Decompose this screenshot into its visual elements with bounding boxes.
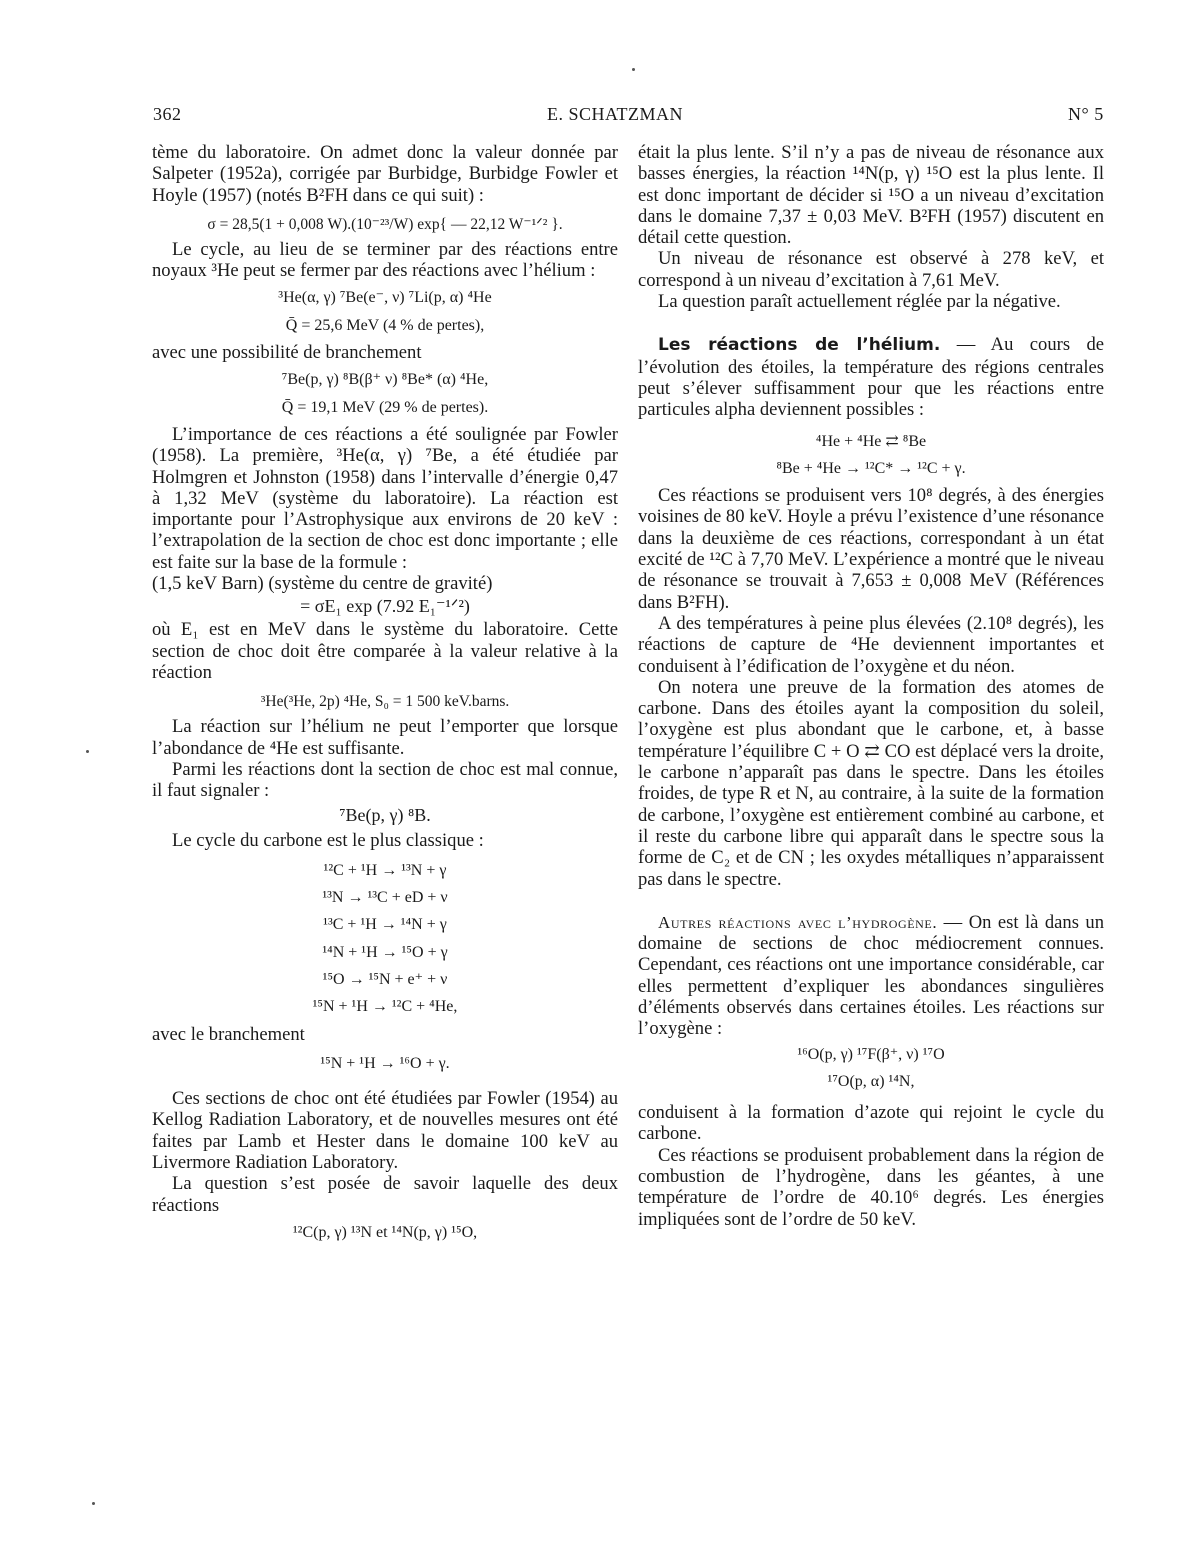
equation: Q̄ = 19,1 MeV (29 % de pertes). [281, 398, 489, 416]
paragraph: Parmi les réactions dont la section de choc est mal connue, il faut signaler : [152, 758, 618, 802]
section-gap [638, 312, 1104, 334]
cno-step: ¹³N → ¹³C + eD + ν [322, 889, 448, 907]
paragraph: Ces réactions se produisent vers 10⁸ degrés, à des énergies voisines de 80 keV. Hoyle a prévu l’existence d’une résonance dans la deuxième de ces réactions, correspondant à un état excité de ¹²C à 7,70 MeV. L’expérience a montré que le niveau de résonance se trouvait à 7,653 ± 0,008 MeV (Références dans B²FH). [638, 485, 1104, 613]
paragraph: Le cycle, au lieu de se terminer par des réactions entre noyaux ³He peut se fermer par des réactions avec l’hélium : [152, 238, 618, 282]
left-column [152, 142, 618, 1247]
equation: ¹⁵N + ¹H → ¹⁶O + γ. [320, 1054, 450, 1072]
right-column [638, 142, 1104, 1230]
page-number: 362 [153, 104, 182, 124]
paragraph: avec une possibilité de branchement [152, 342, 422, 364]
equation: ⁷Be(p, γ) ⁸B. [339, 805, 431, 826]
paragraph: On notera une preuve de la formation des atomes de carbone. Dans des étoiles ayant la composition du soleil, l’oxygène est plus abondant que le carbone, et, à basse température l’équilibre C + O ⇄ CO est déplacé vers la droite, le carbone n’apparaît pas dans le spectre. Dans les étoiles froides, de type R et N, au contraire, à la suite de la formation de carbone, l’oxygène est entièrement combiné au carbone, et il reste du carbone libre qui apparaît dans le spectre sous la forme de C₂ et de CN ; les oxydes métalliques n’apparaissent pas dans le spectre. [638, 676, 1104, 890]
equation: ¹⁶O(p, γ) ¹⁷F(β⁺, ν) ¹⁷O [797, 1045, 945, 1063]
equation: Q̄ = 25,6 MeV (4 % de pertes), [285, 316, 485, 334]
paragraph: La question s’est posée de savoir laquelle des deux réactions [152, 1173, 618, 1216]
cno-step: ¹³C + ¹H → ¹⁴N + γ [323, 916, 447, 934]
paragraph [638, 334, 1104, 420]
paragraph: Ces sections de choc ont été étudiées par Fowler (1954) au Kellog Radiation Laboratory, et de nouvelles mesures ont été faites par Lamb et Hester dans le domaine 100 keV au Livermore Radiation Laboratory. [152, 1088, 618, 1173]
paragraph: L’importance de ces réactions a été soulignée par Fowler (1958). La première, ³He(α, γ) ⁷Be, a été étudiée par Holmgren et Johnston (1958) dans l’intervalle d’énergie 0,47 à 1,32 MeV (système du laboratoire). La réaction est importante pour l’Astrophysique aux environs de 20 keV : l’extrapolation de la section de choc est donc importante ; elle est faite sur la base de la formule : [152, 423, 618, 573]
equation-block [152, 287, 618, 336]
equation: = σE₁ exp (7.92 E₁⁻¹ᐟ²) [300, 596, 470, 617]
equation: ³He(α, γ) ⁷Be(e⁻, ν) ⁷Li(p, α) ⁴He [278, 289, 492, 307]
equation: σ = 28,5(1 + 0,008 W).(10⁻²³/W) exp{ — 22,12 W⁻¹ᐟ² }. [207, 215, 563, 233]
paragraph: avec le branchement [152, 1023, 305, 1045]
equation: ⁷Be(p, γ) ⁸B(β⁺ ν) ⁸Be* (α) ⁴He, [281, 371, 489, 389]
equation-block [638, 431, 1104, 480]
equation: ⁴He + ⁴He ⇄ ⁸Be [815, 432, 927, 450]
paragraph: La réaction sur l’hélium ne peut l’emporter que lorsque l’abondance de ⁴He est suffisante. [152, 716, 618, 759]
paragraph: où E₁ est en MeV dans le système du laboratoire. Cette section de choc doit être comparée à la valeur relative à la réaction [152, 619, 618, 683]
equation: ⁸Be + ⁴He → ¹²C* → ¹²C + γ. [776, 459, 966, 477]
paragraph: A des températures à peine plus élevées (2.10⁸ degrés), les réactions de capture de ⁴He deviennent importantes et conduisent à l’édification de l’oxygène et du néon. [638, 612, 1104, 677]
paragraph: La question paraît actuellement réglée par la négative. [658, 291, 1061, 313]
paragraph: conduisent à la formation d’azote qui rejoint le cycle du carbone. [638, 1102, 1104, 1145]
section-heading: Autres réactions avec l’hydrogène. [658, 912, 938, 932]
speck-mark [632, 68, 635, 71]
speck-mark [92, 1502, 95, 1505]
section-gap [638, 890, 1104, 912]
cno-step: ¹⁴N + ¹H → ¹⁵O + γ [322, 943, 448, 961]
running-header-author: E. SCHATZMAN [547, 104, 684, 124]
equation: ¹²C(p, γ) ¹³N et ¹⁴N(p, γ) ¹⁵O, [292, 1223, 478, 1241]
paragraph: était la plus lente. S’il n’y a pas de niveau de résonance aux basses énergies, la réaction ¹⁴N(p, γ) ¹⁵O est la plus lente. Il est donc important de décider si ¹⁵O a un niveau d’excitation dans le domaine 7,37 ± 0,03 MeV. B²FH (1957) discutent en détail cette question. [638, 142, 1104, 249]
equation-block [638, 1044, 1104, 1093]
equation: ³He(³He, 2p) ⁴He, S₀ = 1 500 keV.barns. [260, 693, 510, 711]
cno-step: ¹⁵O → ¹⁵N + e⁺ + ν [322, 970, 448, 988]
equation-block [152, 369, 618, 418]
issue-number: N° 5 [1068, 104, 1104, 124]
paragraph: (1,5 keV Barn) (système du centre de gravité) [152, 573, 493, 595]
paragraph [638, 912, 1104, 1040]
paragraph: Un niveau de résonance est observé à 278 keV, et correspond à un niveau d’excitation à 7,61 MeV. [638, 248, 1104, 291]
paragraph-text: — On est là dans un domaine de sections de choc médiocrement connues. Cependant, ces réactions ont une importance considérable, car elles permettent d’expliquer les abondances singulières d’éléments observés dans certaines étoiles. Les réactions sur l’oxygène : [638, 911, 1104, 1040]
paragraph-text: — Au cours de l’évolution des étoiles, la température des régions centrales peut s’élever suffisamment pour que les réactions entre particules alpha deviennent possibles : [638, 334, 1104, 421]
paragraph: tème du laboratoire. On admet donc la valeur donnée par Salpeter (1952a), corrigée par Burbidge, Burbidge Fowler et Hoyle (1957) (notés B²FH dans ce qui suit) : [152, 142, 618, 206]
paragraph: Ces réactions se produisent probablement dans la région de combustion de l’hydrogène, dans les géantes, à une température de l’ordre de 40.10⁶ degrés. Les énergies impliquées sont de l’ordre de 50 keV. [638, 1144, 1104, 1230]
paragraph: Le cycle du carbone est le plus classique : [172, 830, 484, 852]
speck-mark [86, 750, 89, 753]
section-heading: Les réactions de l’hélium. [658, 335, 941, 356]
cno-cycle-equations [152, 860, 618, 1018]
cno-step: ¹⁵N + ¹H → ¹²C + ⁴He, [312, 998, 458, 1016]
equation: ¹⁷O(p, α) ¹⁴N, [827, 1072, 915, 1090]
cno-step: ¹²C + ¹H → ¹³N + γ [323, 861, 447, 879]
